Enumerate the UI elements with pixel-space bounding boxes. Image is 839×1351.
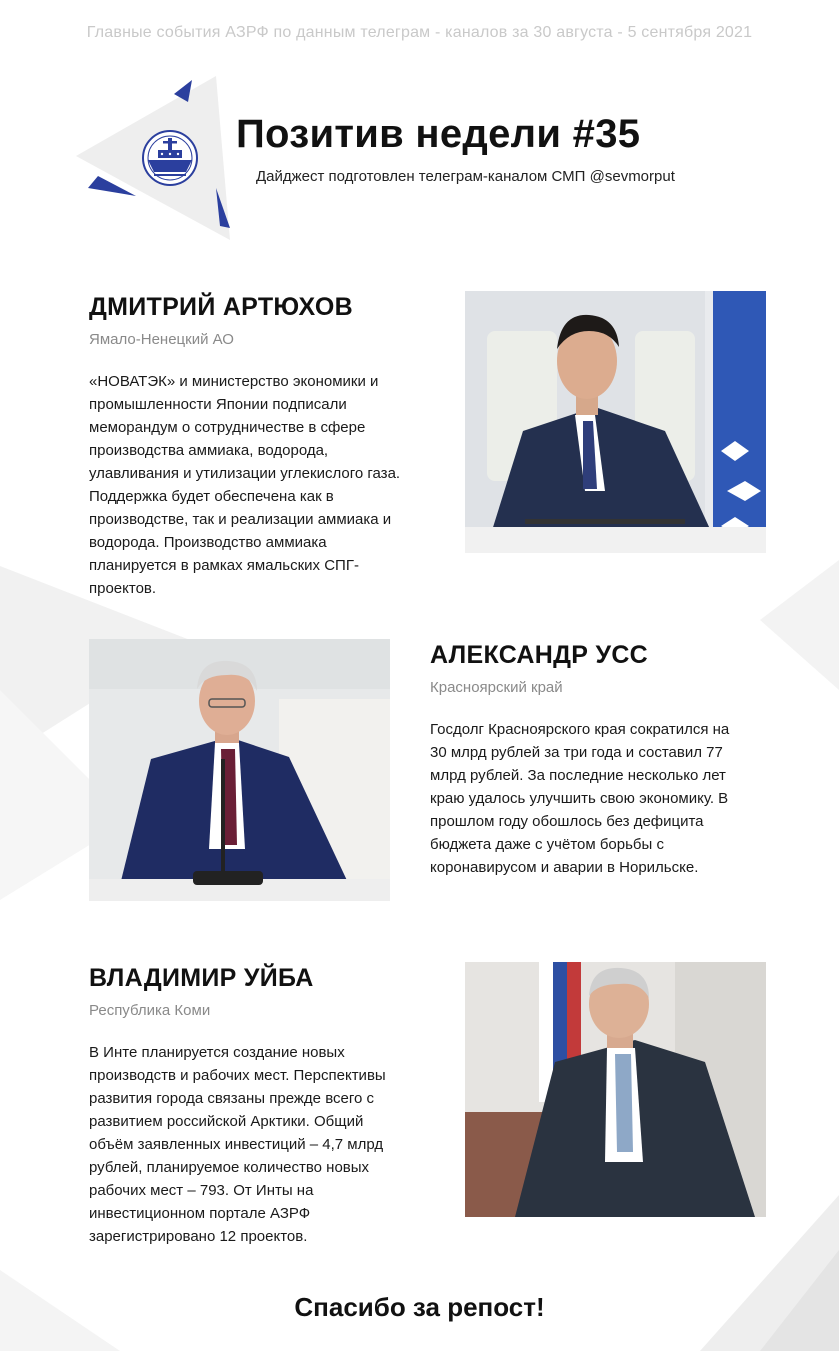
- person-region: Красноярский край: [430, 679, 563, 696]
- person-photo: [89, 639, 390, 901]
- person-region: Республика Коми: [89, 1002, 211, 1019]
- person-name: ДМИТРИЙ АРТЮХОВ: [89, 293, 353, 321]
- person-description: Госдолг Красноярского края сократился на 30 млрд рублей за три года и составил 77 млрд рублей. За последние несколько лет краю удалось улучшить свою экономику. В прошлом году обошлось без дефицита бюджета даже с учётом борьбы с коронавирусом и аварии в Норильске.: [430, 721, 730, 876]
- person-description: «НОВАТЭК» и министерство экономики и промышленности Японии подписали меморандум о сотрудничестве в сфере производства аммиака, водорода, улавливания и утилизации углекислого газа. Поддержка будет обеспечена как в производстве, так и реализации аммиака и водорода. Производство аммиака планируется в рамках ямальских СПГ- проектов.: [89, 373, 401, 597]
- digest-caption: Главные события АЗРФ по данным телеграм - каналов за 30 августа - 5 сентября 2021: [86, 24, 753, 41]
- page-subtitle: Дайджест подготовлен телеграм-каналом СМП @sevmorput: [256, 168, 675, 185]
- page-title: Позитив недели #35: [236, 112, 641, 156]
- person-photo: [465, 291, 766, 553]
- person-photo: [465, 962, 766, 1217]
- person-description: В Инте планируется создание новых производств и рабочих мест. Перспективы развития города связаны прежде всего с развитием российской Арктики. Общий объём заявленных инвестиций – 4,7 млрд рублей, планируемое количество новых рабочих мест – 793. От Инты на инвестиционном портале АЗРФ зарегистрировано 12 проектов.: [89, 1044, 386, 1245]
- person-name: АЛЕКСАНДР УСС: [430, 641, 649, 669]
- person-region: Ямало-Ненецкий АО: [89, 331, 234, 348]
- sevmorput-logo: [76, 76, 236, 246]
- icebreaker-icon: [143, 131, 197, 185]
- person-name: ВЛАДИМИР УЙБА: [89, 964, 314, 992]
- thanks-for-repost: Спасибо за репост!: [294, 1292, 545, 1322]
